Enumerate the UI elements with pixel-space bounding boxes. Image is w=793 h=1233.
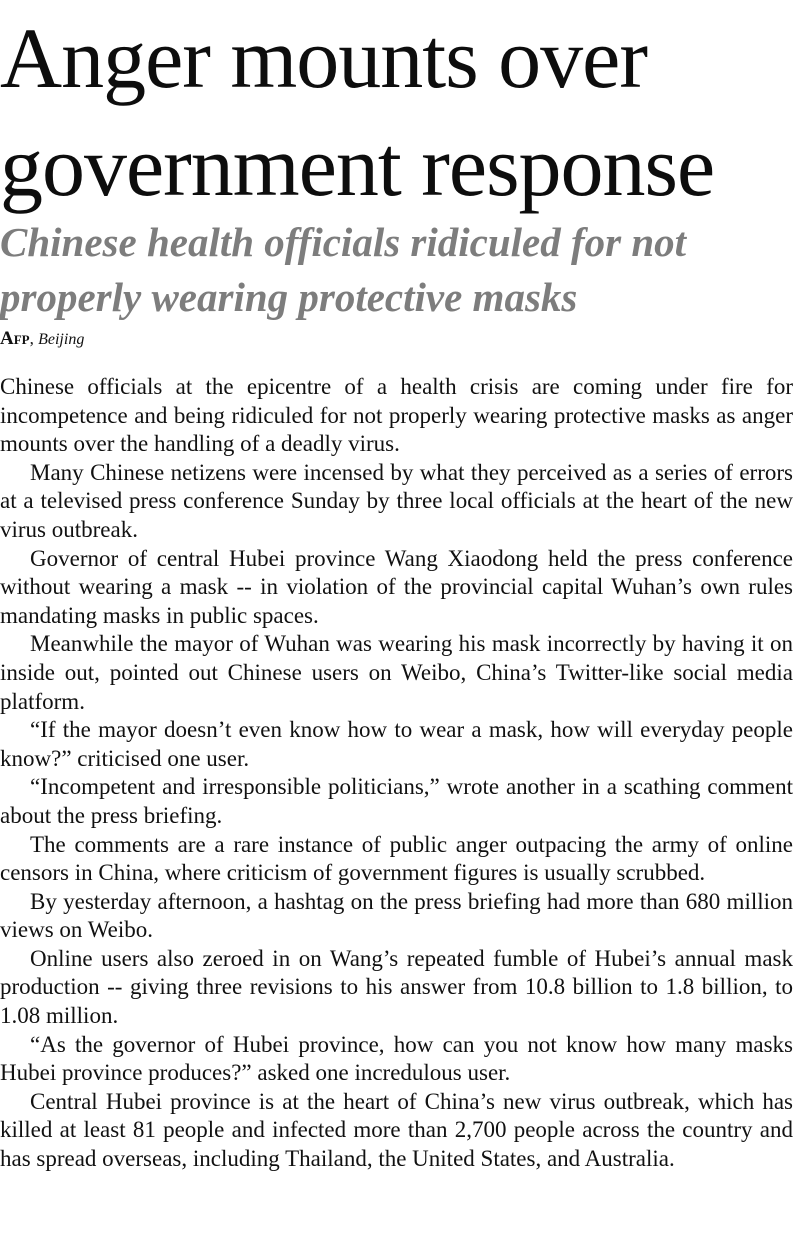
body-paragraph: By yesterday afternoon, a hashtag on the press briefing had more than 680 million views on Weibo. [0,888,793,943]
subheadline-line-1: Chinese health officials ridiculed for not [0,219,687,265]
body-paragraph: “As the governor of Hubei province, how can you not know how many masks Hubei province produces?” asked one incredulous user. [0,1031,793,1086]
byline-place: Beijing [38,331,85,348]
byline [0,327,793,352]
headline-line-2: government response [0,118,715,214]
body-paragraph: Chinese officials at the epicentre of a health crisis are coming under fire for incompetence and being ridiculed for not properly wearing protective masks as anger mounts over the handling of a deadly virus. [0,374,793,457]
byline-agency: Afp [0,328,30,349]
body-paragraph: Central Hubei province is at the heart of China’s new virus outbreak, which has killed at least 81 people and infected more than 2,700 people across the country and has spread overseas, including Thailand, the United States, and Australia. [0,1088,793,1172]
body-paragraph: Many Chinese netizens were incensed by what they perceived as a series of errors at a televised press conference Sunday by three local officials at the heart of the new virus outbreak. [0,459,793,542]
body-paragraph: “If the mayor doesn’t even know how to wear a mask, how will everyday people know?” criticised one user. [0,717,793,771]
body-paragraph: Online users also zeroed in on Wang’s repeated fumble of Hubei’s annual mask production -- giving three revisions to his answer from 10.8 billion to 1.8 billion, to 1.08 million. [0,945,793,1029]
body-paragraph: The comments are a rare instance of public anger outpacing the army of online censors in China, where criticism of government figures is usually scrubbed. [0,831,793,886]
article-body [0,373,793,1174]
subheadline [0,215,793,325]
byline-separator: , [29,329,39,348]
body-paragraph: Governor of central Hubei province Wang Xiaodong held the press conference without wearing a mask -- in violation of the provincial capital Wuhan’s own rules mandating masks in public spaces. [0,545,793,628]
body-paragraph: Meanwhile the mayor of Wuhan was wearing his mask incorrectly by having it on inside out, pointed out Chinese users on Weibo, China’s Twitter-like social media platform. [0,631,793,714]
headline-line-1: Anger mounts over [0,10,647,106]
subheadline-line-2: properly wearing protective masks [0,274,578,320]
headline [0,0,793,220]
body-paragraph: “Incompetent and irresponsible politicians,” wrote another in a scathing comment about the press briefing. [0,774,793,828]
